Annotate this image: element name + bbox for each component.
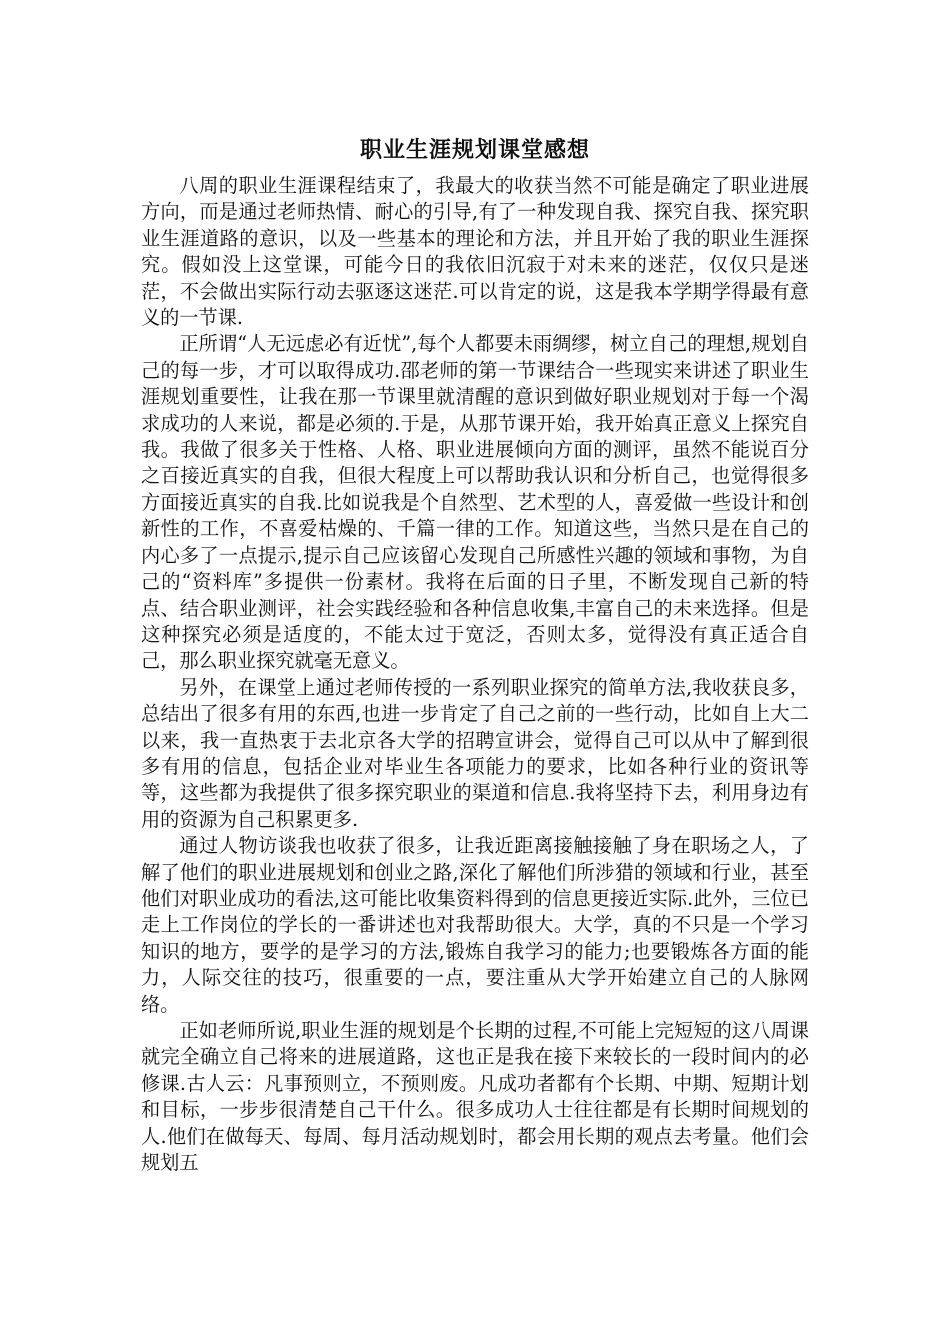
document-body (141, 173, 809, 1176)
paragraph-4: 通过人物访谈我也收获了很多，让我近距离接触接触了身在职场之人，了解了他们的职业进展规划和创业之路,深化了解他们所涉猎的领域和行业，甚至他们对职业成功的看法,这可能比收集资料得到的信息更接近实际.此外，三位已走上工作岗位的学长的一番讲述也对我帮助很大。大学，真的不只是一个学习知识的地方，要学的是学习的方法,锻炼自我学习的能力;也要锻炼各方面的能力，人际交往的技巧，很重要的一点，要注重从大学开始建立自己的人脉网络。 (141, 834, 809, 1016)
paragraph-2: 正所谓“人无远虑必有近忧”,每个人都要未雨绸缪，树立自己的理想,规划自己的每一步，才可以取得成功.邵老师的第一节课结合一些现实来讲述了职业生涯规划重要性，让我在那一节课里就清醒的意识到做好职业规划对于每一个渴求成功的人来说，都是必须的.于是，从那节课开始，我开始真正意义上探究自我。我做了很多关于性格、人格、职业进展倾向方面的测评，虽然不能说百分之百接近真实的自我，但很大程度上可以帮助我认识和分析自己，也觉得很多方面接近真实的自我.比如说我是个自然型、艺术型的人，喜爱做一些设计和创新性的工作，不喜爱枯燥的、千篇一律的工作。知道这些，当然只是在自己的内心多了一点提示,提示自己应该留心发现自己所感性兴趣的领域和事物，为自己的“资料库”多提供一份素材。我将在后面的日子里，不断发现自己新的特点、结合职业测评，社会实践经验和各种信息收集,丰富自己的未来选择。但是这种探究必须是适度的，不能太过于宽泛，否则太多，觉得没有真正适合自己，那么职业探究就毫无意义。 (141, 332, 809, 673)
paragraph-5: 正如老师所说,职业生涯的规划是个长期的过程,不可能上完短短的这八周课就完全确立自己将来的进展道路，这也正是我在接下来较长的一段时间内的必修课.古人云：凡事预则立，不预则废。凡成功者都有个长期、中期、短期计划和目标，一步步很清楚自己干什么。很多成功人士往往都是有长期时间规划的人.他们在做每天、每周、每月活动规划时，都会用长期的观点去考量。他们会规划五 (141, 1019, 809, 1175)
paragraph-3: 另外，在课堂上通过老师传授的一系列职业探究的简单方法,我收获良多，总结出了很多有用的东西,也进一步肯定了自己之前的一些行动，比如自上大二以来，我一直热衷于去北京各大学的招聘宣讲会，觉得自己可以从中了解到很多有用的信息，包括企业对毕业生各项能力的要求，比如各种行业的资讯等等，这些都为我提供了很多探究职业的渠道和信息.我将坚持下去，利用身边有用的资源为自己积累更多. (141, 675, 809, 831)
document-title: 职业生涯规划课堂感想 (359, 137, 590, 163)
paragraph-1: 八周的职业生涯课程结束了，我最大的收获当然不可能是确定了职业进展方向，而是通过老师热情、耐心的引导,有了一种发现自我、探究自我、探究职业生涯道路的意识，以及一些基本的理论和方法，并且开始了我的职业生涯探究。假如没上这堂课，可能今日的我依旧沉寂于对未来的迷茫，仅仅只是迷茫，不会做出实际行动去驱逐这迷茫.可以肯定的说，这是我本学期学得最有意义的一节课. (141, 174, 809, 330)
